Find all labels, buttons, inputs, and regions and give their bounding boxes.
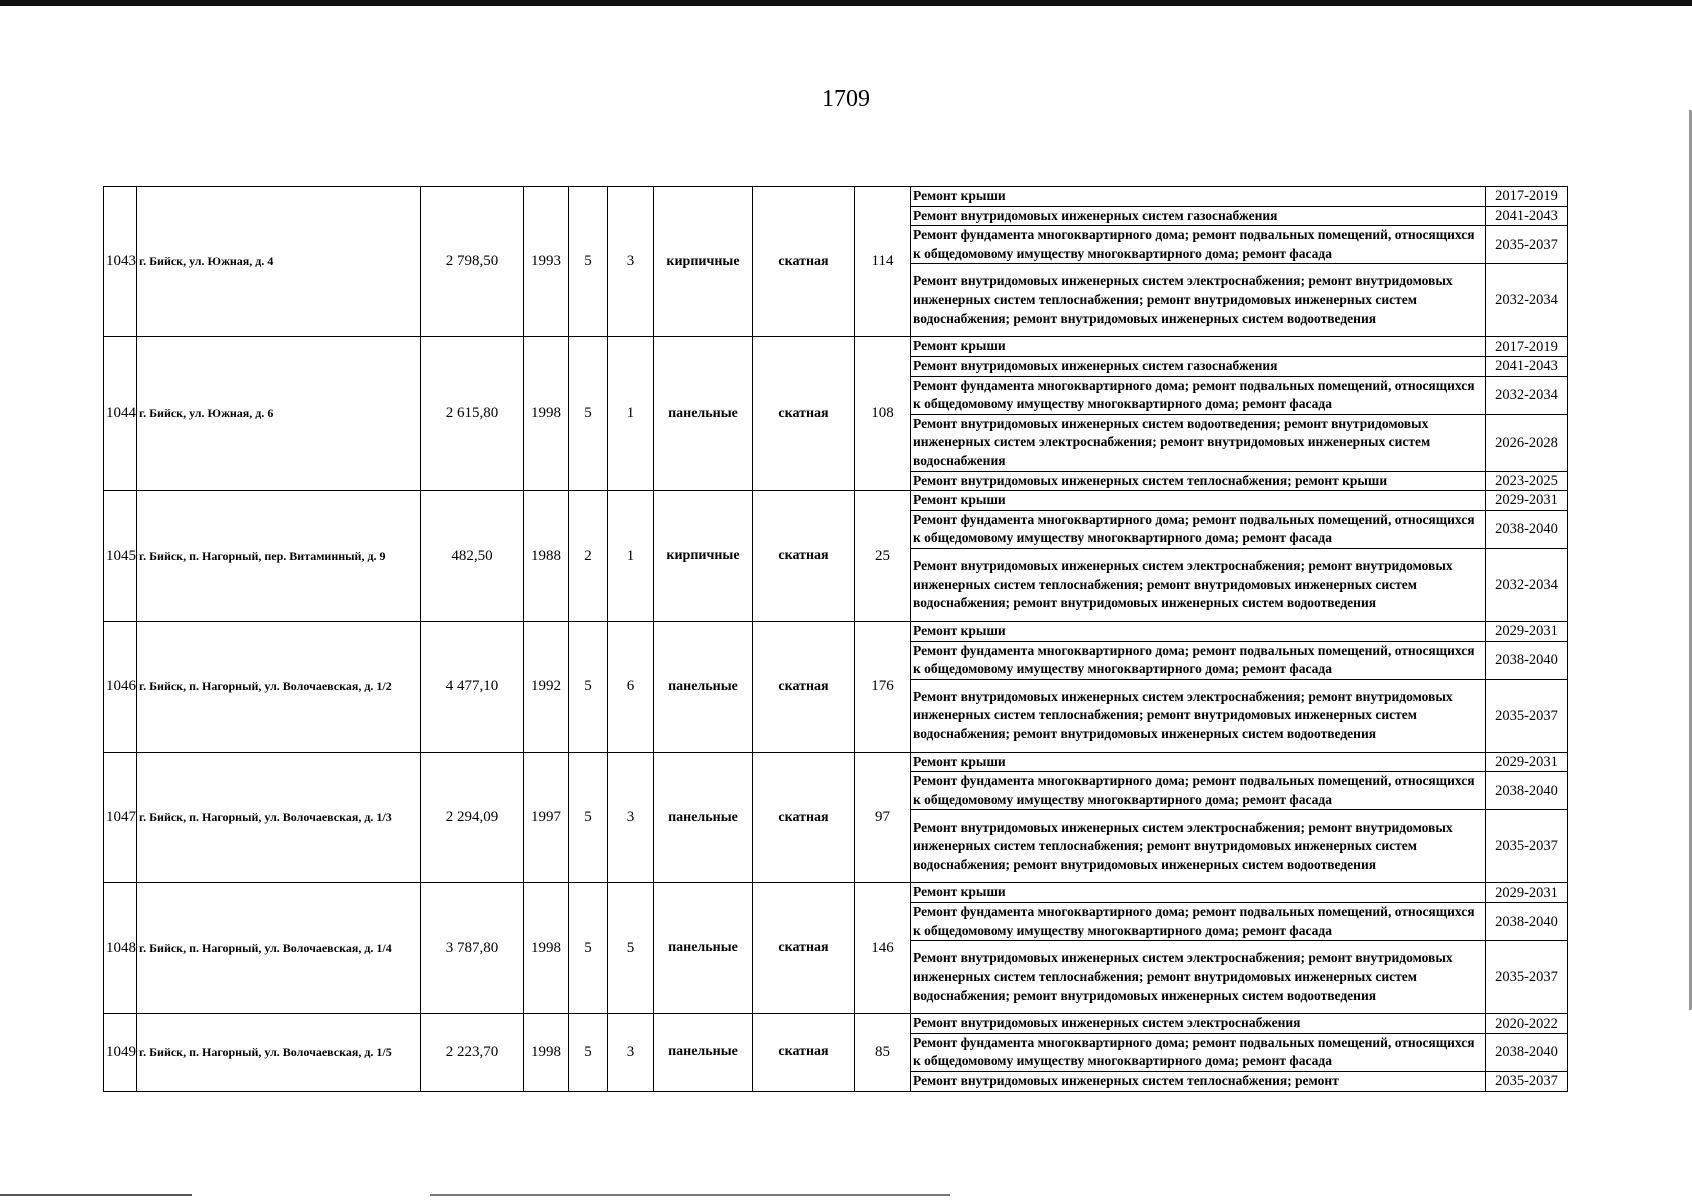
capital-repair-table [103, 186, 1568, 1092]
roof-type: скатная [753, 491, 855, 622]
floors: 5 [569, 187, 608, 337]
table-row [104, 187, 1568, 207]
total-area: 2 615,80 [421, 337, 524, 491]
work-item: Ремонт внутридомовых инженерных систем электроснабжения; ремонт внутридомовых инженерных систем теплоснабжения; ремонт внутридомовых инженерных систем водоснабжения; ремонт внутридомовых инженерных систем водоотведения [911, 679, 1486, 752]
work-period: 2035-2037 [1486, 226, 1568, 264]
work-period: 2029-2031 [1486, 752, 1568, 772]
wall-material: панельные [654, 337, 753, 491]
roof-type: скатная [753, 337, 855, 491]
work-item: Ремонт внутридомовых инженерных систем электроснабжения; ремонт внутридомовых инженерных систем теплоснабжения; ремонт внутридомовых инженерных систем водоснабжения; ремонт внутридомовых инженерных систем водоотведения [911, 941, 1486, 1014]
work-item: Ремонт внутридомовых инженерных систем теплоснабжения; ремонт [911, 1072, 1486, 1092]
work-item: Ремонт крыши [911, 337, 1486, 357]
work-period: 2035-2037 [1486, 941, 1568, 1014]
total-area: 2 294,09 [421, 752, 524, 883]
work-item: Ремонт крыши [911, 752, 1486, 772]
total-area: 4 477,10 [421, 621, 524, 752]
entrances: 3 [608, 752, 654, 883]
floors: 5 [569, 883, 608, 1014]
total-area: 2 798,50 [421, 187, 524, 337]
row-number: 1044 [104, 337, 137, 491]
roof-type: скатная [753, 187, 855, 337]
total-area: 3 787,80 [421, 883, 524, 1014]
address: г. Бийск, п. Нагорный, ул. Волочаевская, д. 1/3 [137, 752, 421, 883]
work-item: Ремонт крыши [911, 883, 1486, 903]
scan-artifact-line [0, 1194, 192, 1196]
row-number: 1043 [104, 187, 137, 337]
floors: 2 [569, 491, 608, 622]
work-period: 2035-2037 [1486, 1072, 1568, 1092]
work-item: Ремонт фундамента многоквартирного дома; ремонт подвальных помещений, относящихся к общедомовому имуществу многоквартирного дома; ремонт фасада [911, 903, 1486, 941]
work-item: Ремонт фундамента многоквартирного дома; ремонт подвальных помещений, относящихся к общедомовому имуществу многоквартирного дома; ремонт фасада [911, 1033, 1486, 1071]
scan-artifact-line [430, 1194, 950, 1196]
work-item: Ремонт фундамента многоквартирного дома; ремонт подвальных помещений, относящихся к общедомовому имуществу многоквартирного дома; ремонт фасада [911, 376, 1486, 414]
work-period: 2032-2034 [1486, 376, 1568, 414]
total-area: 2 223,70 [421, 1014, 524, 1091]
entrances: 1 [608, 491, 654, 622]
work-item: Ремонт фундамента многоквартирного дома; ремонт подвальных помещений, относящихся к общедомовому имуществу многоквартирного дома; ремонт фасада [911, 510, 1486, 548]
wall-material: кирпичные [654, 491, 753, 622]
build-year: 1998 [524, 337, 569, 491]
build-year: 1993 [524, 187, 569, 337]
work-item: Ремонт крыши [911, 621, 1486, 641]
floors: 5 [569, 337, 608, 491]
top-border [0, 0, 1692, 6]
work-item: Ремонт фундамента многоквартирного дома; ремонт подвальных помещений, относящихся к общедомовому имуществу многоквартирного дома; ремонт фасада [911, 641, 1486, 679]
work-item: Ремонт крыши [911, 187, 1486, 207]
work-item: Ремонт внутридомовых инженерных систем водоотведения; ремонт внутридомовых инженерных систем электроснабжения; ремонт внутридомовых инженерных систем водоснабжения [911, 414, 1486, 471]
work-item: Ремонт внутридомовых инженерных систем электроснабжения; ремонт внутридомовых инженерных систем теплоснабжения; ремонт внутридомовых инженерных систем водоснабжения; ремонт внутридомовых инженерных систем водоотведения [911, 548, 1486, 621]
table-row [104, 883, 1568, 903]
table-row [104, 621, 1568, 641]
work-period: 2038-2040 [1486, 1033, 1568, 1071]
address: г. Бийск, ул. Южная, д. 4 [137, 187, 421, 337]
row-number: 1047 [104, 752, 137, 883]
build-year: 1988 [524, 491, 569, 622]
address: г. Бийск, п. Нагорный, пер. Витаминный, д. 9 [137, 491, 421, 622]
work-period: 2035-2037 [1486, 810, 1568, 883]
address: г. Бийск, п. Нагорный, ул. Волочаевская, д. 1/4 [137, 883, 421, 1014]
work-period: 2023-2025 [1486, 471, 1568, 491]
wall-material: панельные [654, 752, 753, 883]
table-row [104, 337, 1568, 357]
work-period: 2032-2034 [1486, 548, 1568, 621]
work-period: 2017-2019 [1486, 337, 1568, 357]
work-period: 2041-2043 [1486, 356, 1568, 376]
work-item: Ремонт внутридомовых инженерных систем электроснабжения [911, 1014, 1486, 1034]
residents: 146 [855, 883, 911, 1014]
wall-material: панельные [654, 1014, 753, 1091]
work-item: Ремонт внутридомовых инженерных систем теплоснабжения; ремонт крыши [911, 471, 1486, 491]
wall-material: кирпичные [654, 187, 753, 337]
residents: 85 [855, 1014, 911, 1091]
table-row [104, 1014, 1568, 1034]
address: г. Бийск, п. Нагорный, ул. Волочаевская, д. 1/5 [137, 1014, 421, 1091]
total-area: 482,50 [421, 491, 524, 622]
residents: 108 [855, 337, 911, 491]
work-period: 2041-2043 [1486, 206, 1568, 226]
work-period: 2032-2034 [1486, 264, 1568, 337]
entrances: 3 [608, 187, 654, 337]
row-number: 1045 [104, 491, 137, 622]
work-item: Ремонт внутридомовых инженерных систем газоснабжения [911, 356, 1486, 376]
entrances: 1 [608, 337, 654, 491]
work-item: Ремонт фундамента многоквартирного дома; ремонт подвальных помещений, относящихся к общедомовому имуществу многоквартирного дома; ремонт фасада [911, 226, 1486, 264]
work-period: 2035-2037 [1486, 679, 1568, 752]
build-year: 1992 [524, 621, 569, 752]
roof-type: скатная [753, 621, 855, 752]
address: г. Бийск, п. Нагорный, ул. Волочаевская, д. 1/2 [137, 621, 421, 752]
residents: 114 [855, 187, 911, 337]
work-period: 2038-2040 [1486, 641, 1568, 679]
work-item: Ремонт внутридомовых инженерных систем электроснабжения; ремонт внутридомовых инженерных систем теплоснабжения; ремонт внутридомовых инженерных систем водоснабжения; ремонт внутридомовых инженерных систем водоотведения [911, 810, 1486, 883]
roof-type: скатная [753, 883, 855, 1014]
entrances: 3 [608, 1014, 654, 1091]
work-period: 2038-2040 [1486, 772, 1568, 810]
build-year: 1998 [524, 883, 569, 1014]
row-number: 1048 [104, 883, 137, 1014]
work-item: Ремонт внутридомовых инженерных систем электроснабжения; ремонт внутридомовых инженерных систем теплоснабжения; ремонт внутридомовых инженерных систем водоснабжения; ремонт внутридомовых инженерных систем водоотведения [911, 264, 1486, 337]
floors: 5 [569, 752, 608, 883]
work-item: Ремонт крыши [911, 491, 1486, 511]
work-period: 2029-2031 [1486, 883, 1568, 903]
residents: 176 [855, 621, 911, 752]
build-year: 1998 [524, 1014, 569, 1091]
residents: 25 [855, 491, 911, 622]
wall-material: панельные [654, 621, 753, 752]
table-row [104, 491, 1568, 511]
wall-material: панельные [654, 883, 753, 1014]
roof-type: скатная [753, 1014, 855, 1091]
page-number: 1709 [822, 86, 870, 112]
work-period: 2029-2031 [1486, 621, 1568, 641]
work-period: 2020-2022 [1486, 1014, 1568, 1034]
residents: 97 [855, 752, 911, 883]
row-number: 1046 [104, 621, 137, 752]
floors: 5 [569, 1014, 608, 1091]
entrances: 6 [608, 621, 654, 752]
table-row [104, 752, 1568, 772]
work-item: Ремонт внутридомовых инженерных систем газоснабжения [911, 206, 1486, 226]
row-number: 1049 [104, 1014, 137, 1091]
entrances: 5 [608, 883, 654, 1014]
roof-type: скатная [753, 752, 855, 883]
work-period: 2026-2028 [1486, 414, 1568, 471]
work-period: 2038-2040 [1486, 510, 1568, 548]
work-period: 2017-2019 [1486, 187, 1568, 207]
address: г. Бийск, ул. Южная, д. 6 [137, 337, 421, 491]
floors: 5 [569, 621, 608, 752]
build-year: 1997 [524, 752, 569, 883]
work-period: 2029-2031 [1486, 491, 1568, 511]
work-period: 2038-2040 [1486, 903, 1568, 941]
work-item: Ремонт фундамента многоквартирного дома; ремонт подвальных помещений, относящихся к общедомовому имуществу многоквартирного дома; ремонт фасада [911, 772, 1486, 810]
